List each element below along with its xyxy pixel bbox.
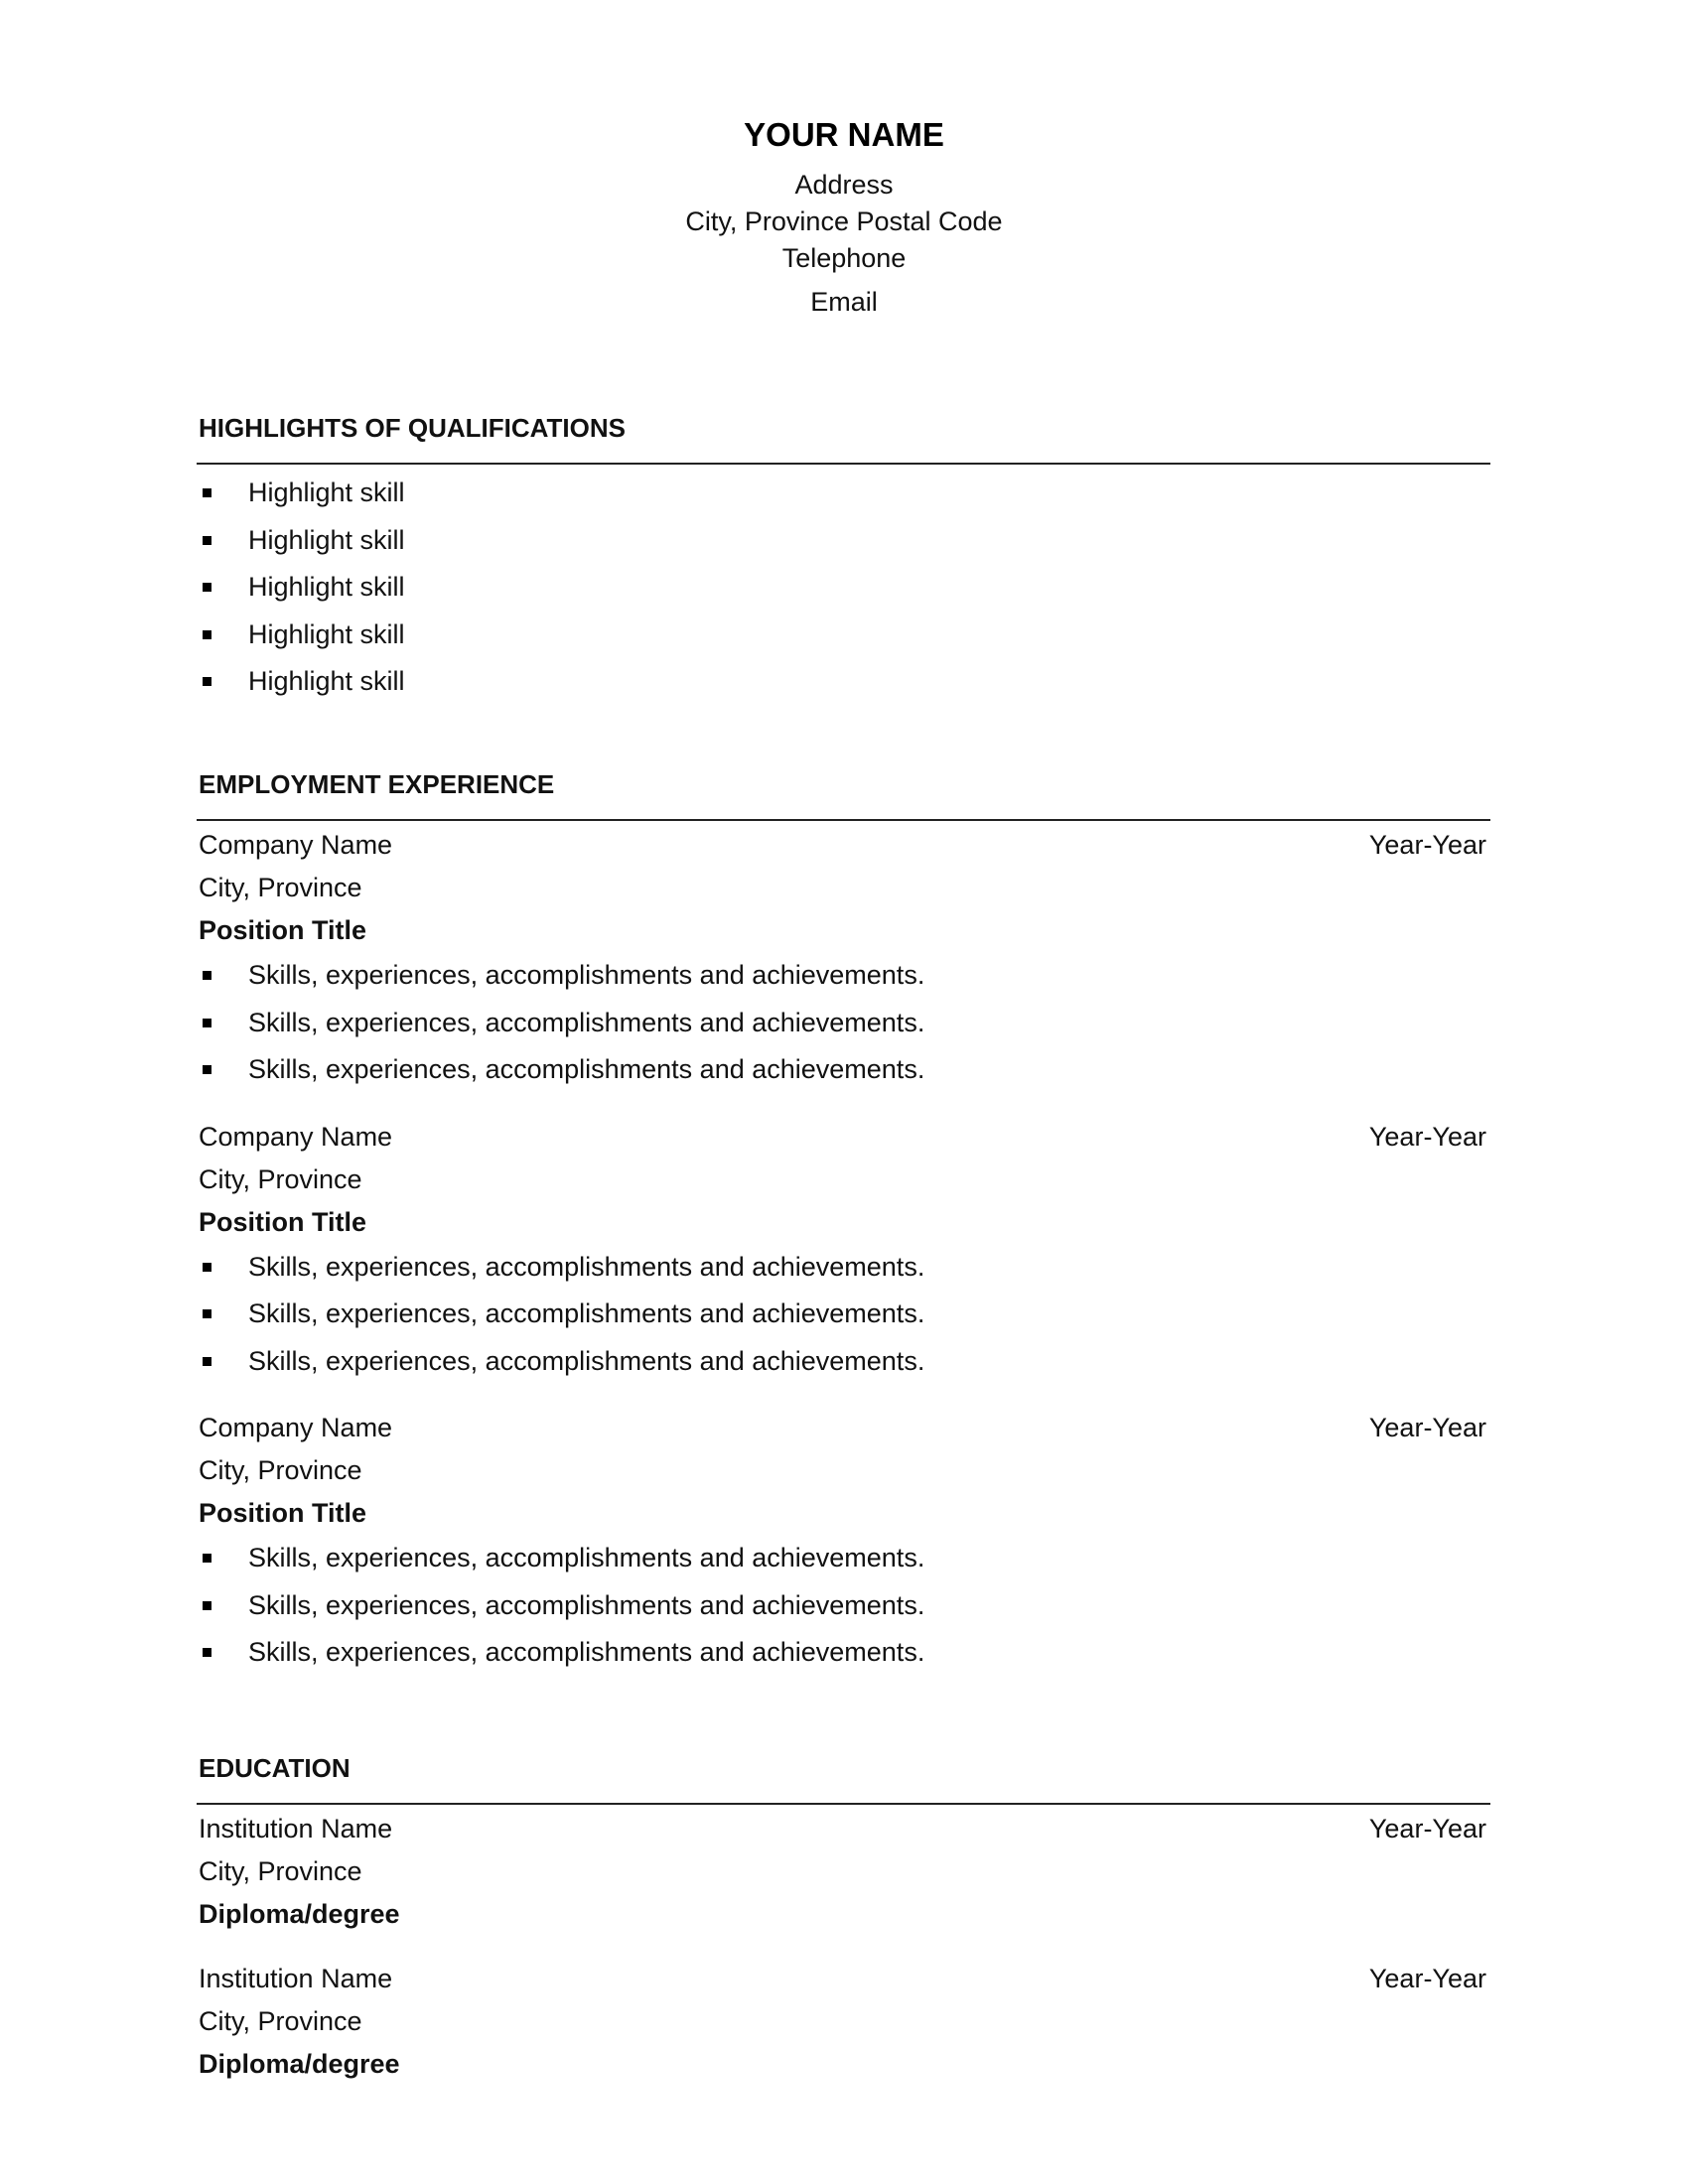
institution-name: Institution Name	[199, 1964, 393, 1993]
square-bullet-icon	[203, 1554, 211, 1563]
square-bullet-icon	[203, 677, 211, 686]
highlight-text: Highlight skill	[248, 572, 405, 602]
position-title: Position Title	[199, 915, 367, 945]
employment-years: Year-Year	[1368, 1121, 1486, 1152]
list-item	[197, 470, 1490, 517]
company-name: Company Name	[199, 1413, 393, 1442]
achievement-text: Skills, experiences, accomplishments and achievements.	[248, 1637, 925, 1667]
company-name: Company Name	[199, 830, 393, 860]
achievement-text: Skills, experiences, accomplishments and achievements.	[248, 1298, 925, 1328]
list-item	[197, 564, 1490, 612]
highlights-section	[197, 409, 1490, 706]
section-heading-highlights: HIGHLIGHTS OF QUALIFICATIONS	[197, 409, 1490, 465]
highlight-text: Highlight skill	[248, 524, 405, 555]
institution-name: Institution Name	[199, 1814, 393, 1843]
highlight-text: Highlight skill	[248, 618, 405, 649]
section-heading-employment: EMPLOYMENT EXPERIENCE	[197, 765, 1490, 821]
square-bullet-icon	[203, 630, 211, 639]
education-entry	[197, 1958, 1490, 2086]
list-item	[197, 1000, 1490, 1047]
employment-years: Year-Year	[1368, 1413, 1486, 1442]
list-item	[197, 1046, 1490, 1094]
square-bullet-icon	[203, 488, 211, 497]
employment-entry	[197, 824, 1490, 1094]
position-title: Position Title	[199, 1206, 367, 1237]
achievement-text: Skills, experiences, accomplishments and achievements.	[248, 1543, 925, 1572]
education-section	[197, 1749, 1490, 2108]
company-location: City, Province	[199, 1455, 362, 1485]
education-years: Year-Year	[1368, 1814, 1486, 1843]
achievement-text: Skills, experiences, accomplishments and achievements.	[248, 1589, 925, 1620]
email-line: Email	[810, 287, 878, 317]
list-item	[197, 658, 1490, 706]
credential-title: Diploma/degree	[199, 2049, 400, 2079]
highlight-text: Highlight skill	[248, 666, 405, 696]
achievement-list	[197, 1535, 1490, 1677]
square-bullet-icon	[203, 1019, 211, 1027]
achievement-text: Skills, experiences, accomplishments and achievements.	[248, 1251, 925, 1282]
address-line: Address	[794, 170, 894, 200]
education-years: Year-Year	[1368, 1964, 1486, 1993]
square-bullet-icon	[203, 971, 211, 980]
square-bullet-icon	[203, 1648, 211, 1657]
list-item	[197, 1629, 1490, 1677]
list-item	[197, 1291, 1490, 1338]
square-bullet-icon	[203, 1357, 211, 1366]
company-name: Company Name	[199, 1121, 393, 1152]
list-item	[197, 1582, 1490, 1630]
applicant-name: YOUR NAME	[744, 116, 944, 153]
resume-header	[0, 111, 1688, 321]
achievement-text: Skills, experiences, accomplishments and achievements.	[248, 1345, 925, 1376]
list-item	[197, 1338, 1490, 1386]
square-bullet-icon	[203, 536, 211, 545]
company-row	[197, 1407, 1490, 1449]
institution-location: City, Province	[199, 2006, 362, 2036]
telephone-line: Telephone	[781, 243, 907, 273]
list-item	[197, 1535, 1490, 1582]
achievement-list	[197, 952, 1490, 1094]
company-location: City, Province	[199, 1163, 362, 1194]
highlights-list	[197, 470, 1490, 706]
achievement-text: Skills, experiences, accomplishments and achievements.	[248, 1007, 925, 1037]
list-item	[197, 517, 1490, 565]
institution-row	[197, 1958, 1490, 2000]
employment-entry	[197, 1116, 1490, 1386]
company-row	[197, 824, 1490, 867]
institution-row	[197, 1808, 1490, 1850]
employment-entry	[197, 1407, 1490, 1677]
company-location: City, Province	[199, 873, 362, 902]
square-bullet-icon	[203, 1601, 211, 1610]
square-bullet-icon	[203, 1309, 211, 1318]
education-entry	[197, 1808, 1490, 1936]
institution-location: City, Province	[199, 1856, 362, 1886]
list-item	[197, 1244, 1490, 1292]
credential-title: Diploma/degree	[199, 1899, 400, 1929]
company-row	[197, 1116, 1490, 1159]
square-bullet-icon	[203, 1065, 211, 1074]
list-item	[197, 952, 1490, 1000]
employment-section	[197, 765, 1490, 1699]
achievement-text: Skills, experiences, accomplishments and achievements.	[248, 960, 925, 990]
employment-years: Year-Year	[1368, 830, 1486, 860]
square-bullet-icon	[203, 1263, 211, 1272]
city-province-postal-line: City, Province Postal Code	[685, 206, 1003, 236]
achievement-text: Skills, experiences, accomplishments and achievements.	[248, 1054, 925, 1084]
position-title: Position Title	[199, 1498, 367, 1528]
section-heading-education: EDUCATION	[197, 1749, 1490, 1805]
square-bullet-icon	[203, 583, 211, 592]
achievement-list	[197, 1244, 1490, 1386]
list-item	[197, 612, 1490, 659]
highlight-text: Highlight skill	[248, 478, 405, 507]
